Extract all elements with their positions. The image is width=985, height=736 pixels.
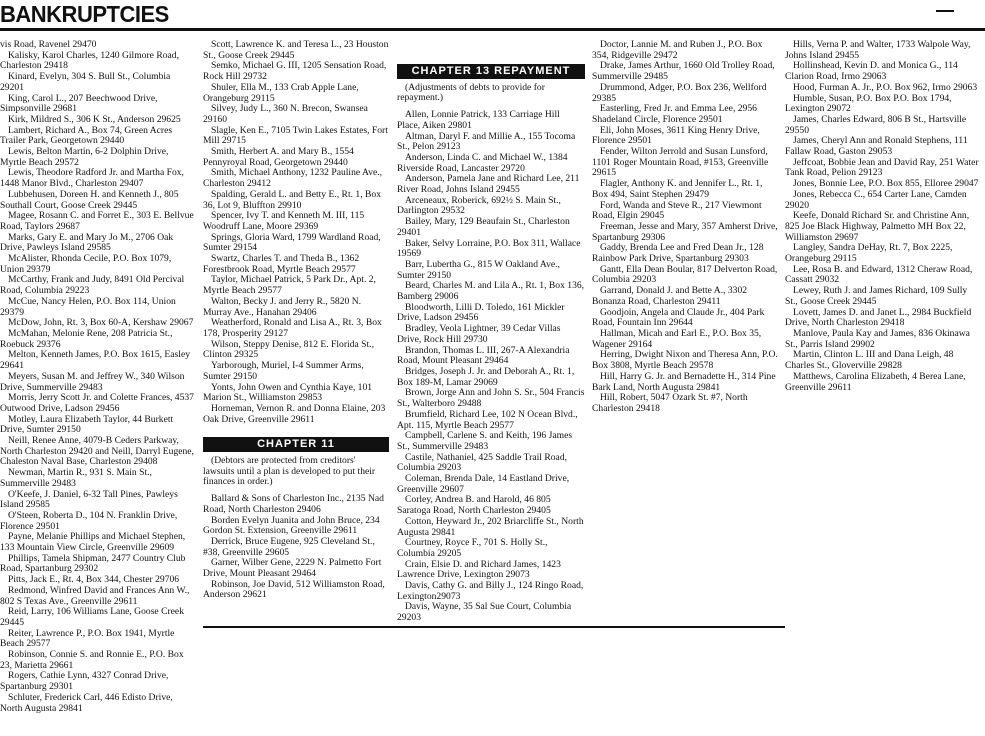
listing-entry: Robinson, Connie S. and Ronnie E., P.O. Box 23, Marietta 29661: [0, 649, 184, 671]
listing-entry: Springs, Gloria Ward, 1799 Wardland Road, Sumter 29154: [203, 231, 381, 254]
listing-entry: Payne, Melanie Phillips and Michael Stephen, 133 Mountain View Circle, Greenville 29609: [0, 531, 186, 554]
listing-entry: Anderson, Linda C. and Michael W., 1384 Riverside Road, Lancaster 29720: [397, 151, 568, 174]
listing-entry: McMahan, Melonie Rene, 208 Patricia St., Roebuck 29376: [0, 327, 173, 350]
column-2: [203, 40, 389, 601]
listing-entry: Lewis, Belton Martin, 6-2 Dolphin Drive, Myrtle Beach 29572: [0, 146, 169, 168]
chapter-description: (Adjustments of debts to provide for repayment.): [397, 81, 545, 104]
listing-entry: Hill, Harry G. Jr. and Bernadette H., 314 Pine Bark Land, North Augusta 29841: [592, 370, 776, 393]
listing-entry: Arceneaux, Roberick, 692½ S. Main St., Darlington 29532: [397, 194, 561, 217]
chapter-heading: CHAPTER 13 REPAYMENT: [397, 64, 585, 79]
listing-entry: Hills, Verna P. and Walter, 1733 Walpole Way, Johns Island 29455: [785, 39, 971, 61]
listing-entry: Bloodworth, Lilli D. Toledo, 161 Mickler Drive, Ladson 29456: [397, 301, 565, 324]
listing-entry: Baker, Selvy Lorraine, P.O. Box 311, Wallace 19569: [397, 237, 581, 260]
column-4: [592, 40, 778, 415]
listing-entry: Martin, Clinton L. III and Dana Leigh, 48 Charles St., Gloverville 29828: [785, 349, 954, 372]
listing-entry: Coleman, Brenda Dale, 14 Eastland Drive, Greenville 29607: [397, 473, 570, 495]
listing-entry: Kinard, Evelyn, 304 S. Bull St., Columbia 29201: [0, 71, 171, 93]
listing-entry: Lewis, Theodore Radford Jr. and Martha Fox, 1448 Manor Blvd., Charleston 29407: [0, 167, 184, 190]
listing-entry: Courtney, Royce F., 701 S. Holly St., Columbia 29205: [397, 537, 548, 559]
column-5: [785, 40, 981, 393]
listing-entry: Borden Evelyn Juanita and John Bruce, 234 Gordon St. Extension, Greenville 29611: [203, 514, 380, 537]
listing-entry: Motley, Laura Elizabeth Taylor, 44 Burkett Drive, Sumter 29150: [0, 413, 174, 436]
column-1: [0, 40, 194, 714]
listing-entry: Flagler, Anthony K. and Jennifer L., Rt. 1, Box 494, Saint Stephen 29479: [592, 178, 763, 200]
listing-entry: Hill, Robert, 5047 Ozark St. #7, North Charleston 29418: [592, 392, 748, 414]
listing-entry: Meyers, Susan M. and Jeffrey W., 340 Wilson Drive, Summerville 29483: [0, 370, 185, 393]
listing-entry: James, Cheryl Ann and Ronald Stephens, 111 Fallaw Road, Gaston 29053: [785, 135, 968, 158]
listing-entry: Rogers, Cathie Lynn, 4327 Conrad Drive, Spartanburg 29301: [0, 670, 169, 693]
listing-entry: Lewey, Ruth J. and James Richard, 109 Sully St., Goose Creek 29445: [785, 285, 968, 307]
listing-entry: Fender, Wilton Jerrold and Susan Lunsford, 1101 Roger Mountain Road, #153, Greenville 29615: [592, 146, 769, 179]
listing-entry: Corley, Andrea B. and Harold, 46 805 Saratoga Road, North Charleston 29405: [397, 494, 551, 517]
listing-entry: Derrick, Bruce Eugene, 925 Cleveland St., #38, Greenville 29605: [203, 535, 375, 558]
column-3: [397, 64, 585, 624]
listing-entry: Lubbehusen, Doreen H. and Kenneth J., 805 Southall Court, Goose Creek 29445: [0, 188, 179, 211]
listing-entry: McCarthy, Frank and Judy, 8491 Old Percival Road, Columbia 29223: [0, 274, 185, 297]
listing-entry: Bridges, Joseph J. Jr. and Deborah A., Rt. 1, Box 189-M, Lamar 29069: [397, 365, 575, 388]
listing-entry: Jones, Rebecca C., 654 Carter Lane, Camden 29020: [785, 188, 967, 211]
listing-entry: Matthews, Carolina Elizabeth, 4 Berea Lane, Greenville 29611: [785, 370, 966, 393]
listing-entry: Melton, Kenneth James, P.O. Box 1615, Easley 29641: [0, 349, 190, 372]
listing-entry: Yonts, John Owen and Cynthia Kaye, 101 Marion St., Williamston 29853: [203, 381, 373, 404]
listing-entry: Hallman, Micah and Earl E., P.O. Box 35, Wagener 29164: [592, 327, 762, 350]
listing-entry: Schluter, Frederick Carl, 446 Edisto Drive, North Augusta 29841: [0, 691, 173, 714]
listing-entry: Spencer, Ivy T. and Kenneth M. III, 115 Woodruff Lane, Moore 29369: [203, 210, 365, 232]
listing-entry: Kirk, Mildred S., 306 K St., Anderson 29625: [8, 113, 181, 125]
listing-entry: Robinson, Joe David, 512 Williamston Road, Anderson 29621: [203, 578, 385, 601]
listing-entry: Easterling, Fred Jr. and Emma Lee, 2956 Shadeland Circle, Florence 29501: [592, 103, 757, 125]
listing-entry: Barr, Lubertha G., 815 W Oakland Ave., Sumter 29150: [397, 258, 560, 281]
listing-entry: Lambert, Richard A., Box 74, Green Acres Trailer Park, Georgetown 29440: [0, 124, 173, 147]
listing-entry: Marks, Gary E. and Mary Jo M., 2706 Oak Drive, Pawleys Island 29585: [0, 231, 174, 254]
listing-entry: Shuler, Ella M., 133 Crab Apple Lane, Orangeburg 29115: [203, 81, 359, 104]
listing-entry: Hood, Furman A. Jr., P.O. Box 962, Irmo 29063: [793, 81, 978, 93]
listing-entry: Newman, Martin R., 931 S. Main St., Summerville 29483: [0, 467, 152, 489]
listing-entry: Walton, Becky J. and Jerry R., 5820 N. Murray Ave., Hanahan 29406: [203, 295, 362, 318]
listing-entry: Humble, Susan, P.O. Box P.O. Box 1794, Lexington 29072: [785, 92, 952, 115]
listing-entry: Eli, John Moses, 3611 King Henry Drive, Florence 29501: [592, 124, 760, 147]
section-rule: [203, 626, 785, 628]
listing-entry: Taylor, Michael Patrick, 5 Park Dr., Apt. 2, Myrtle Beach 29577: [203, 274, 376, 297]
listing-entry: Gaddy, Brenda Lee and Fred Dean Jr., 128 Rainbow Park Drive, Spartanburg 29303: [592, 242, 764, 265]
listing-entry: Pitts, Jack E., Rt. 4, Box 344, Chester 29706: [8, 574, 180, 586]
listing-entry: Davis, Cathy G. and Billy J., 124 Ringo Road, Lexington29073: [397, 580, 584, 602]
listing-entry: Magee, Rosann C. and Forret E., 303 E. Bellvue Road, Taylors 29687: [0, 210, 194, 232]
listing-entry: Hollinshead, Kevin D. and Monica G., 114 Clarion Road, Irmo 29063: [785, 60, 958, 83]
listing-entry: Crain, Elsie D. and Richard James, 1423 Lawrence Drive, Lexington 29073: [397, 558, 561, 581]
listing-entry: Castile, Nathaniel, 425 Saddle Trail Road, Columbia 29203: [397, 451, 568, 474]
listing-entry: Anderson, Pamela Jane and Richard Lee, 211 River Road, Johns Island 29455: [397, 173, 580, 196]
listing-entry: O'Keefe, J. Daniel, 6-32 Tall Pines, Pawleys Island 29585: [0, 488, 178, 511]
listing-entry: Garrand, Donald J. and Bette A., 3302 Bonanza Road, Charleston 29411: [592, 285, 748, 307]
listing-entry: Gantt, Ella Dean Boular, 817 Delverton Road, Columbia 29203: [592, 263, 778, 286]
listing-entry: Wilson, Steppy Denise, 812 E. Florida St., Clinton 29325: [203, 338, 374, 361]
listing-entry: Smith, Michael Anthony, 1232 Pauline Ave., Charleston 29412: [203, 167, 383, 190]
listing-entry: Drake, James Arthur, 1660 Old Trolley Road, Summerville 29485: [592, 60, 775, 83]
listing-entry: Semko, Michael G. III, 1205 Sensation Road, Rock Hill 29732: [203, 60, 387, 83]
listing-entry: Brumfield, Richard Lee, 102 N Ocean Blvd., Apt. 115, Myrtle Beach 29577: [397, 408, 578, 431]
listing-entry: Herring, Dwight Nixon and Theresa Ann, P.O. Box 3808, Myrtle Beach 29578: [592, 349, 778, 372]
masthead-rule: [0, 28, 985, 31]
listing-entry: Langley, Sandra DeHay, Rt. 7, Box 2225, Orangeburg 29115: [785, 242, 953, 265]
listing-entry: Ford, Wanda and Steve R., 217 Viewmont Road, Elgin 29045: [592, 199, 762, 222]
listing-entry: Bradley, Veola Lightner, 39 Cedar Villas Drive, Rock Hill 29730: [397, 323, 561, 345]
listing-entry: Cotton, Heyward Jr., 202 Briarcliffe St., North Augusta 29841: [397, 515, 584, 538]
listing-entry: Ballard & Sons of Charleston Inc., 2135 Nad Road, North Charleston 29406: [203, 493, 384, 515]
listing-entry: Altman, Daryl F. and Millie A., 155 Tocoma St., Pelon 29123: [397, 130, 576, 153]
listing-entry: Spalding, Gerald L. and Betty E., Rt. 1, Box 36, Lot 9, Bluffton 29910: [203, 188, 382, 211]
listing-entry: Goodjoin, Angela and Claude Jr., 404 Park Road, Fountain Inn 29644: [592, 306, 765, 329]
listing-entry: vis Road, Ravenel 29470: [0, 39, 97, 50]
chapter-description: (Debtors are protected from creditors' lawsuits until a plan is developed to put their finances in order.): [203, 455, 376, 488]
listing-entry: Lovett, James D. and Janet L., 2984 Buckfield Drive, North Charleston 29418: [785, 306, 972, 329]
listing-entry: Beard, Charles M. and Lila A., Rt. 1, Box 136, Bamberg 29006: [397, 280, 585, 303]
listing-entry: McCue, Nancy Helen, P.O. Box 114, Union 29379: [0, 295, 176, 318]
listing-entry: Manlove, Paula Kay and James, 836 Okinawa St., Parris Island 29902: [785, 327, 970, 350]
page-corner-mark: [936, 10, 954, 12]
listing-entry: Drummond, Adger, P.O. Box 236, Wellford 29385: [592, 81, 767, 104]
listing-entry: Campbell, Carlene S. and Keith, 196 James St., Summerville 29483: [397, 430, 573, 452]
listing-entry: Jeffcoat, Bobbie Jean and David Ray, 251 Water Tank Road, Pelion 29123: [785, 156, 979, 179]
listing-entry: Doctor, Lannie M. and Ruben J., P.O. Box 354, Ridgeville 29472: [592, 39, 763, 61]
listing-entry: Kalisky, Karol Charles, 1240 Gilmore Road, Charleston 29418: [0, 49, 179, 72]
listing-entry: Davis, Wayne, 35 Sal Sue Court, Columbia 29203: [397, 601, 572, 624]
listing-entry: Brandon, Thomas L. III, 267-A Alexandria Road, Mount Pleasant 29464: [397, 344, 570, 367]
listing-entry: Silvey, Judy L., 360 N. Brecon, Swansea 29160: [203, 103, 368, 125]
listing-entry: McAlister, Rhonda Cecile, P.O. Box 1079, Union 29379: [0, 253, 172, 275]
section-title: BANKRUPTCIES: [0, 0, 169, 28]
chapter-heading: CHAPTER 11: [203, 437, 389, 452]
listing-entry: Lee, Rosa B. and Edward, 1312 Cheraw Road, Cassatt 29032: [785, 263, 973, 286]
listing-entry: Freeman, Jesse and Mary, 357 Amherst Drive, Spartanburg 29306: [592, 220, 778, 243]
masthead: [0, 0, 985, 34]
listing-entry: Swartz, Charles T. and Theda B., 1362 Forestbrook Road, Myrtle Beach 29577: [203, 253, 360, 275]
listing-entry: Brown, Jorge Ann and John S. Sr., 504 Francis St., Walterboro 29488: [397, 387, 585, 410]
listing-entry: James, Charles Edward, 806 B St., Hartsville 29550: [785, 113, 967, 136]
listing-entry: Garner, Wilber Gene, 2229 N. Palmetto Fort Drive, Mount Pleasant 29464: [203, 557, 382, 580]
listing-entry: Horneman, Vernon R. and Donna Elaine, 203 Oak Drive, Greenville 29611: [203, 402, 386, 425]
listing-entry: Allen, Lonnie Patrick, 133 Carriage Hill Place, Aiken 29801: [397, 109, 560, 131]
listing-entry: Reiter, Lawrence P., P.O. Box 1941, Myrtle Beach 29577: [0, 627, 175, 650]
listing-entry: Smith, Herbert A. and Mary B., 1554 Pennyroyal Road, Georgetown 29440: [203, 146, 354, 168]
listing-entry: Reid, Larry, 106 Williams Lane, Goose Creek 29445: [0, 606, 184, 628]
listing-entry: Yarborough, Muriel, I-4 Summer Arms, Sumter 29150: [203, 360, 364, 382]
listing-entry: Weatherford, Ronald and Lisa A., Rt. 3, Box 178, Prosperity 29127: [203, 317, 382, 339]
listing-entry: Neill, Renee Anne, 4079-B Ceders Parkway, North Charleston 29420 and Neill, Darryl Eugene, Chaleston Naval Base, Charleston 29408: [0, 435, 194, 468]
listing-entry: Keefe, Donald Richard Sr. and Christine Ann, 825 Joe Black Highway, Palmetto MH Box 22, Williamston 29697: [785, 210, 970, 243]
listing-entry: Slagle, Ken E., 7105 Twin Lakes Estates, Fort Mill 29715: [203, 124, 388, 147]
listing-entry: O'Steen, Roberta D., 104 N. Franklin Drive, Florence 29501: [0, 509, 178, 532]
listing-entry: Scott, Lawrence K. and Teresa L., 23 Houston St., Goose Creek 29445: [203, 39, 389, 61]
listing-entry: Jones, Bonnie Lee, P.O. Box 855, Elloree 29047: [793, 178, 979, 190]
listing-entry: Phillips, Tamela Shipman, 2477 Country Club Road, Spartanburg 29302: [0, 552, 186, 575]
listing-entry: Bailey, Mary, 129 Beaufain St., Charleston 29401: [397, 216, 570, 238]
listing-entry: McDow, John, Rt. 3, Box 60-A, Kershaw 29067: [8, 317, 194, 329]
listing-entry: King, Carol L., 207 Beechwood Drive, Simpsonville 29681: [0, 92, 158, 115]
listing-entry: Morris, Jerry Scott Jr. and Colette Frances, 4537 Outwood Drive, Ladson 29456: [0, 392, 194, 414]
listing-entry: Redmond, Winfred David and Frances Ann W., 802 S Texas Ave., Greenville 29611: [0, 584, 190, 607]
